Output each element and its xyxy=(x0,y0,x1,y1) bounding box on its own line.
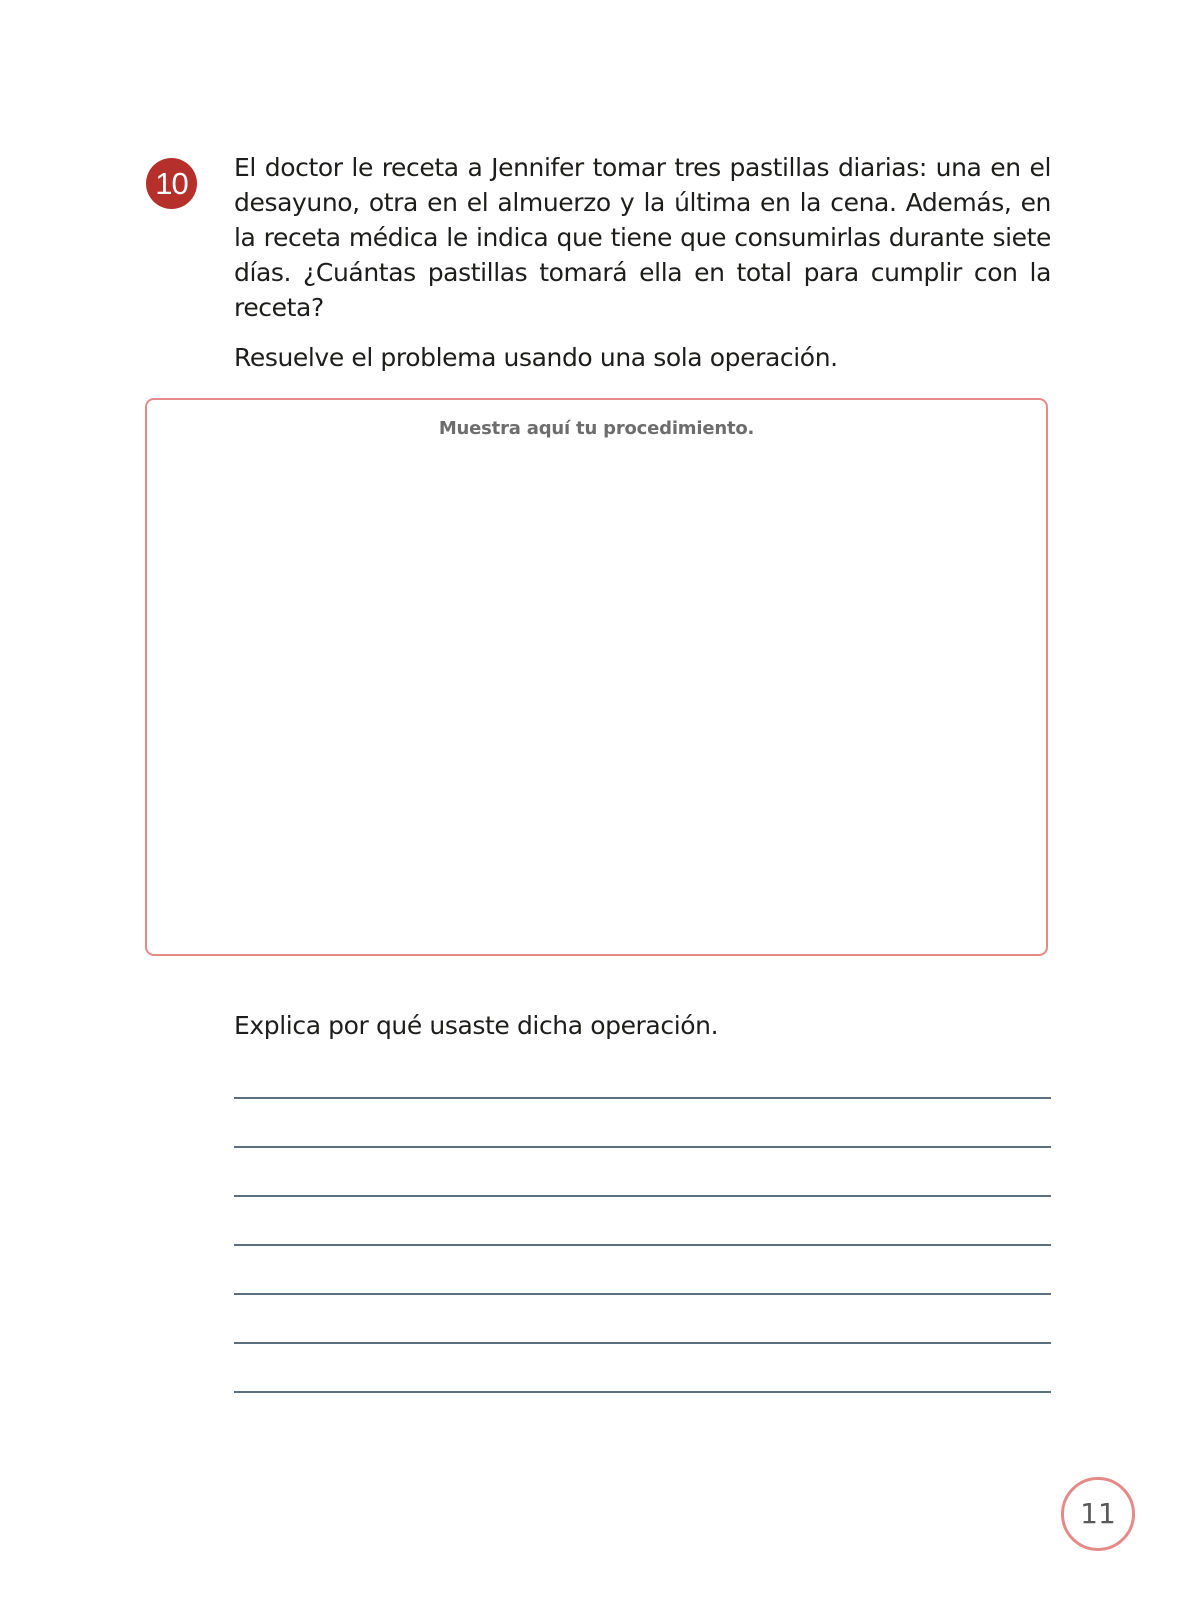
answer-line[interactable] xyxy=(234,1146,1051,1148)
instruction-text: Resuelve el problema usando una sola operación. xyxy=(234,343,838,372)
workbox-hint: Muestra aquí tu procedimiento. xyxy=(438,418,755,439)
answer-line[interactable] xyxy=(234,1195,1051,1197)
question-text: El doctor le receta a Jennifer tomar tres pastillas diarias: una en el desayuno, otra en el almuerzo y la última en la cena. Además, en la receta médica le indica que tiene que consumirlas durante siete días. ¿Cuántas pastillas tomará ella en total para cumplir con la receta? xyxy=(234,153,1051,322)
answer-line[interactable] xyxy=(234,1391,1051,1393)
answer-line[interactable] xyxy=(234,1244,1051,1246)
answer-line[interactable] xyxy=(234,1293,1051,1295)
answer-line[interactable] xyxy=(234,1097,1051,1099)
answer-line[interactable] xyxy=(234,1342,1051,1344)
page-number: 11 xyxy=(1061,1477,1135,1551)
procedure-workbox[interactable] xyxy=(145,398,1048,956)
explain-prompt: Explica por qué usaste dicha operación. xyxy=(234,1011,719,1040)
exercise-number-badge: 10 xyxy=(146,158,197,209)
